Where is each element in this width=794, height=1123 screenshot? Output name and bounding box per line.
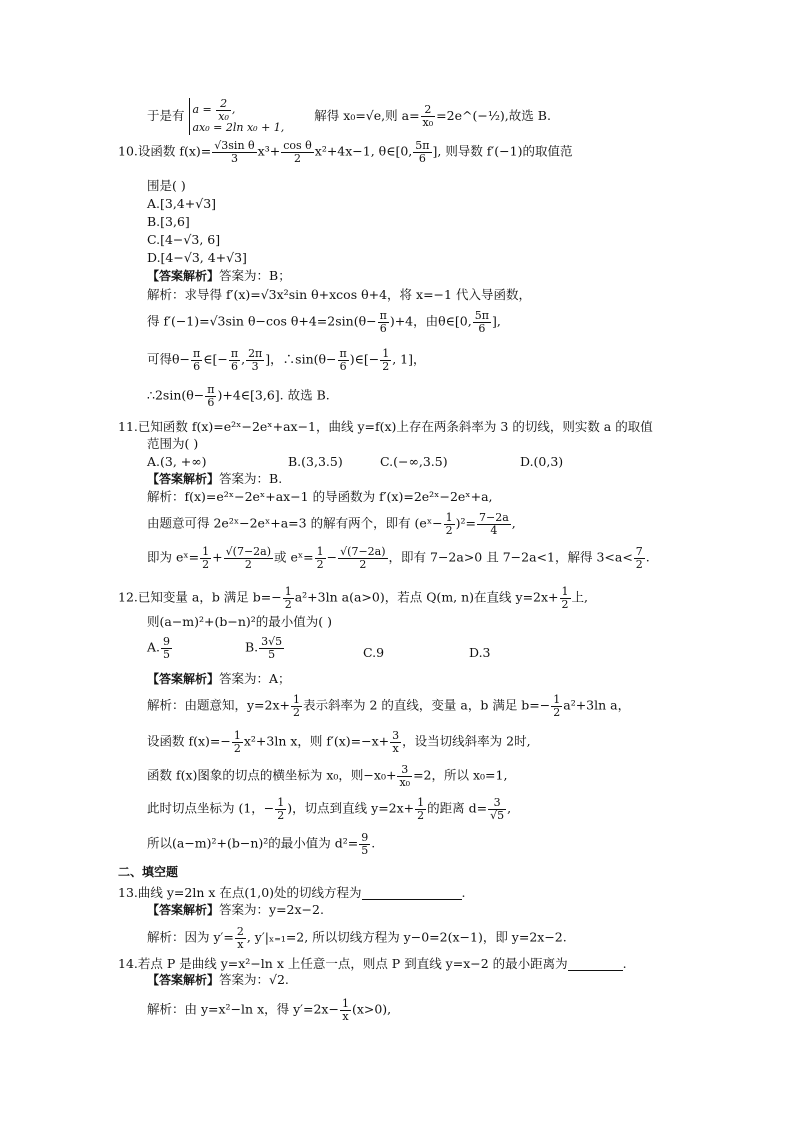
q13-solution: 解析：因为 y′= $\frac{2}{x}$ , y′|ₓ₌₁=2, 所以切线方程为 y−0=2(x−1)，即 y=2x−2. xyxy=(147,925,567,951)
q14-stem: 14.若点 P 是曲线 y=x²−ln x 上任意一点，则点 P 到直线 y=x−2 的最小距离为 . xyxy=(118,956,627,971)
q12-stem: 12.已知变量 a，b 满足 b=− $\frac{1}{2}$ a²+3ln a(a>0)，若点 Q(m, n)在直线 y=2x+ $\frac{1}{2}$ 上, xyxy=(118,585,589,611)
q9-prefix: 于是有 xyxy=(147,107,185,123)
q11-stem-line2: 范围为( ) xyxy=(147,436,199,451)
q10-solution-4: ∴2sin(θ− $\frac{\pi}{6}$ )+4∈[3,6]. 故选 B. xyxy=(147,383,330,409)
q12-solution-3: 函数 f(x)图象的切点的横坐标为 x₀，则−x₀+ $\frac{3}{\text{x₀}}$ =2，所以 x₀=1, xyxy=(147,763,508,789)
q10-answer: 【答案解析】答案为：B； xyxy=(147,268,291,283)
q13-answer: 【答案解析】答案为：y=2x−2. xyxy=(147,902,324,917)
q12-solution-4: 此时切点坐标为 (1，− $\frac{1}{2}$ )，切点到直线 y=2x+ $\frac{1}{2}$ 的距离 d= $\frac{3}{√5}$ , xyxy=(147,796,512,822)
q11-solution-2: 由题意可得 2e²ˣ−2eˣ+a=3 的解有两个，即有 (eˣ− $\frac{1}{2}$ )²= $\frac{7-2a}{4}$ , xyxy=(147,511,516,537)
q11-stem: 11.已知函数 f(x)=e²ˣ−2eˣ+ax−1，曲线 y=f(x)上存在两条斜率为 3 的切线，则实数 a 的取值 xyxy=(118,419,653,434)
q10-solution-3: 可得θ− $\frac{\pi}{6}$ ∈[− $\frac{\pi}{6}$ , $\frac{2\pi}{3}$ ]，∴sin(θ− $\frac{\pi}{6}$ )∈[− $\frac{1}{2}$ , 1]， xyxy=(147,347,426,373)
q12-option-a: A. $\frac{9}{5}$ xyxy=(147,635,171,661)
q11-option-c: C.(−∞,3.5) xyxy=(380,454,448,469)
q11-option-b: B.(3,3.5) xyxy=(288,454,343,469)
q14-answer: 【答案解析】答案为：√2. xyxy=(147,972,289,987)
q13-answer-blank xyxy=(362,884,462,900)
q14-answer-blank xyxy=(568,955,623,971)
section-title: 二、填空题 xyxy=(118,865,179,879)
q9-conclusion-line: 于是有 a = $\frac{2}{\text{x₀}}$ , ax₀ = 2ln x₀ + 1, 解得 x₀=√e,则 a= $\frac{2}{\text{x₀}}$ =2e^(−½),故选 B. xyxy=(147,97,551,135)
q11-answer: 【答案解析】答案为：B. xyxy=(147,471,283,486)
q12-solution-1: 解析：由题意知，y=2x+ $\frac{1}{2}$ 表示斜率为 2 的直线，变量 a，b 满足 b=− $\frac{1}{2}$ a²+3ln a， xyxy=(147,693,631,719)
q10-option-d: D.[4−√3, 4+√3] xyxy=(147,250,247,265)
q11-option-a: A.(3, +∞) xyxy=(147,454,207,469)
q10-solution-1: 解析：求导得 f′(x)=√3x²sin θ+xcos θ+4，将 x=−1 代入导函数， xyxy=(147,287,531,302)
q11-solution-1: 解析：f(x)=e²ˣ−2eˣ+ax−1 的导函数为 f′(x)=2e²ˣ−2eˣ+a, xyxy=(147,489,493,504)
q12-solution-2: 设函数 f(x)=− $\frac{1}{2}$ x²+3ln x，则 f′(x)=−x+ $\frac{3}{x}$ ，设当切线斜率为 2时, xyxy=(147,729,531,755)
q12-option-d: D.3 xyxy=(469,645,491,660)
q13-stem: 13.曲线 y=2ln x 在点(1,0)处的切线方程为 . xyxy=(118,885,466,900)
q10-solution-2: 得 f′(−1)=√3sin θ−cos θ+4=2sin(θ− $\frac{\pi}{6}$ )+4，由θ∈[0, $\frac{5\pi}{6}$ ], xyxy=(147,309,501,335)
q9-equation-system: a = $\frac{2}{\text{x₀}}$ , ax₀ = 2ln x₀ + 1, xyxy=(189,98,285,135)
q12-stem-line2: 则(a−m)²+(b−n)²的最小值为( ) xyxy=(147,614,333,629)
q10-option-b: B.[3,6] xyxy=(147,214,190,229)
q10-option-c: C.[4−√3, 6] xyxy=(147,232,221,247)
q11-option-d: D.(0,3) xyxy=(520,454,564,469)
q10-stem: 10.设函数 f(x)= $\frac{\text{√3sin θ}}{3}$ x³+ $\frac{\text{cos θ}}{2}$ x²+4x−1, θ∈[0, $\frac{5\pi}{6}$ ], 则导数 f′(−1)的取值范 xyxy=(118,139,573,165)
q12-solution-5: 所以(a−m)²+(b−n)²的最小值为 d²= $\frac{9}{5}$ . xyxy=(147,831,376,857)
q10-option-a: A.[3,4+√3] xyxy=(147,196,217,211)
q11-solution-3: 即为 eˣ= $\frac{1}{2}$ + $\frac{√(7-2a)}{2}$ 或 eˣ= $\frac{1}{2}$ − $\frac{√(7-2a)}{2}$ ，即有 7−2a>0 且 7−2a<1，解得 3<a< $\frac{7}{2}$ . xyxy=(147,545,650,571)
q12-answer: 【答案解析】答案为：A； xyxy=(147,671,291,686)
q12-option-c: C.9 xyxy=(363,645,385,660)
q14-solution: 解析：由 y=x²−ln x，得 y′=2x− $\frac{1}{x}$ (x>0), xyxy=(147,997,392,1023)
q10-stem-line2: 围是( ) xyxy=(147,178,186,193)
q12-option-b: B. $\frac{3√5}{5}$ xyxy=(245,635,283,661)
